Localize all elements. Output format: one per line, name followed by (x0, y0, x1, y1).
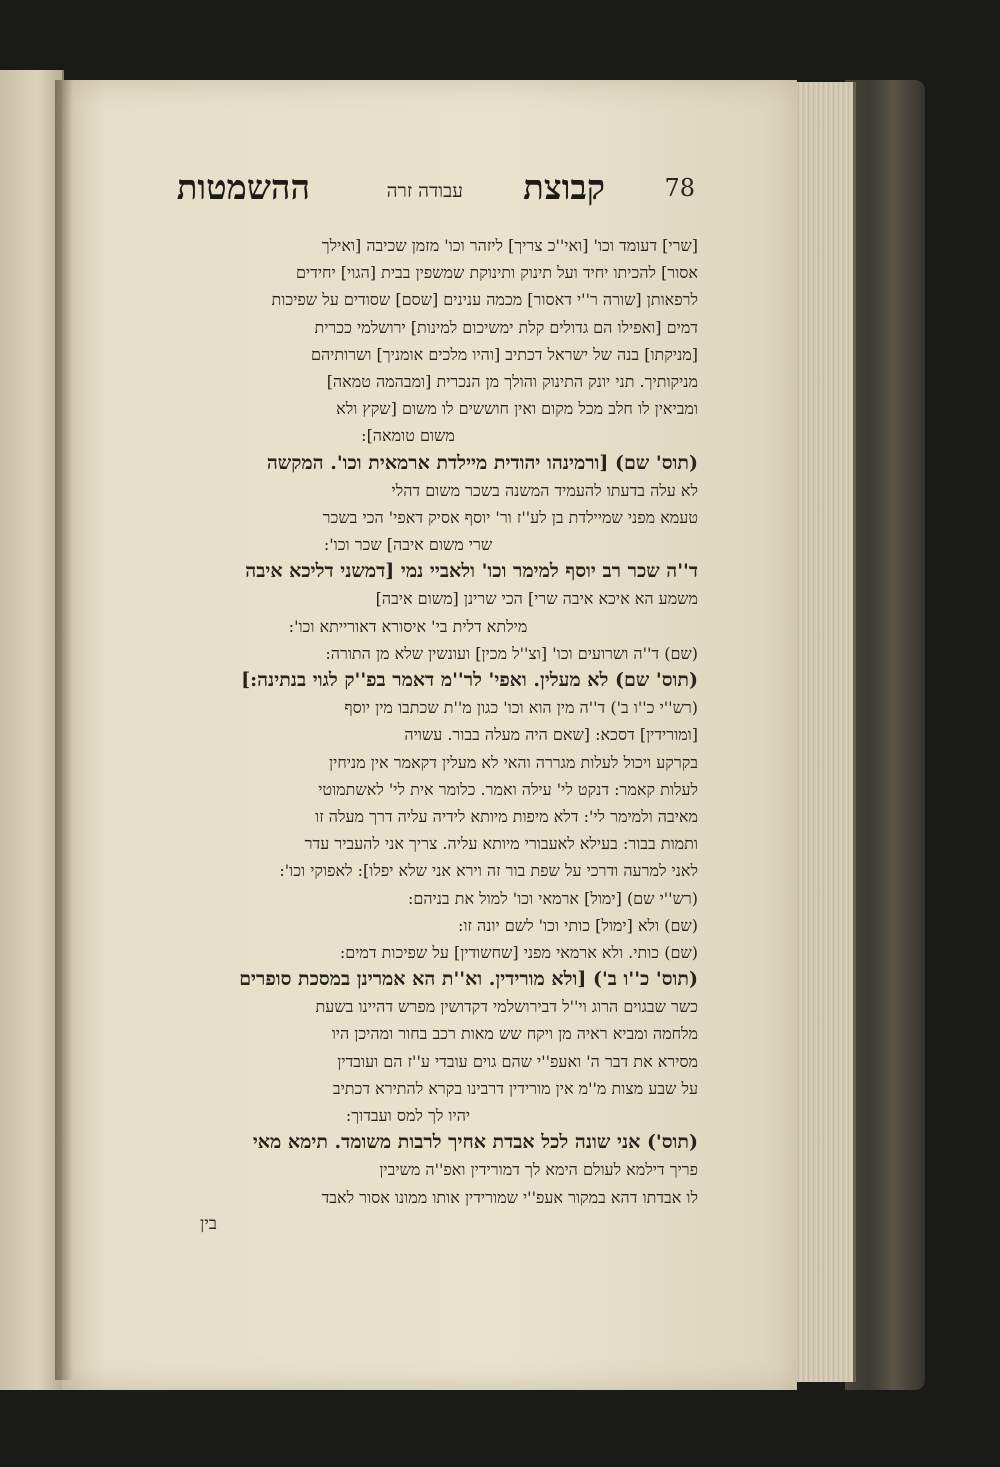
text-line: [מניקתו] בנה של ישראל דכתיב [והיו מלכים אומניך] ושרותיהם (310, 344, 698, 364)
header-title-left: קבוצת (523, 168, 605, 208)
page-number: 78 (664, 174, 695, 202)
text-line: לא עלה בדעתו להעמיד המשנה בשכר משום דהלי (391, 480, 698, 500)
page-stack-edges (795, 82, 856, 1382)
page-header (175, 168, 695, 224)
text-line: (רש''י שם) [ימול] ארמאי וכו' למול את בניהם: (407, 888, 698, 908)
text-line: (תוס') אני שונה לכל אבדת אחיך לרבות משומד. תימא מאי (252, 1131, 698, 1154)
text-line: משום טומאה]: (361, 426, 455, 446)
text-line: מניקותיך. תני יונק התינוק והולך מן הנכרית [ומבהמה טמאה] (326, 371, 698, 391)
text-line: אסור] להכיתו יחיד ועל תינוק ותינוקת שמשפין בבית [הגוי] יחידים (295, 263, 698, 283)
text-line: ותמות בבור: בעילא לאעבורי מיותא עליה. צריך אני להעביר עדר (304, 834, 698, 854)
text-line: (רש''י כ''ו ב') ד''ה מין הוא וכו' כגון מ''ת שכתבו מין יוסף (344, 698, 698, 718)
text-line: על שבע מצות מ''מ אין מורידין דרבינו בקרא להתירא דכתיב (332, 1078, 698, 1098)
text-line: כשר שבגוים הרוג וי''ל דבירושלמי דקדושין מפרש דהיינו בשעת (315, 997, 698, 1017)
text-line: דמים [ואפילו הם גדולים קלת ימשיכום למינות] ירושלמי ככרית (314, 317, 698, 337)
text-line: טעמא מפני שמיילדת בן לע''ז ור' יוסף אסיק דאפי' הכי בשכר (322, 507, 698, 527)
text-line: משמע הא איכא איבה שרי] הכי שרינן [משום איבה] (375, 589, 698, 609)
text-line: (שם) כותי. ולא ארמאי מפני [שחשודין] על שפיכות דמים: (339, 942, 698, 962)
header-title-right: ההשמטות (176, 168, 310, 208)
text-line: (תוס' שם) לא מעלין. ואפי' לר''מ דאמר בפ''ק לגוי בנתינה:] (241, 669, 698, 691)
text-line: (שם) ד''ה ושרועים וכו' [וצ''ל מכין] ועונשין שלא מן התורה: (325, 643, 698, 663)
text-line: לו אבדתו דהא במקור אעפ''י שמורידין אותו ממונו אסור לאבד (321, 1187, 698, 1207)
text-line: ומביאין לו חלב מכל מקום ואין חוששים לו משום [שקץ ולא (336, 399, 698, 419)
text-line: שרי משום איבה] שכר וכו': (323, 535, 493, 555)
text-line: [ומורידין] דסכא: [שאם היה מעלה בבור. עשויה (404, 725, 698, 745)
book-cover (845, 80, 925, 1390)
text-line: פריך דילמא לעולם הימא לך דמורידין ואפ''ה משיבין (379, 1160, 698, 1180)
text-line: מאיבה ולמימר לי': דלא מיפות מיותא לידיה עליה דרך מעלה זו (315, 806, 698, 826)
spine-shadow (55, 80, 73, 1380)
text-line: לעלות קאמר: דנקט לי' עילה ואמר. כלומר אית לי' לאשתמוטי (318, 779, 698, 799)
text-line: לאני למרעה ודרכי על שפת בור זה וירא אני שלא יפלו]: לאפוקי וכו': (279, 861, 698, 881)
text-line: (תוס' כ''ו ב') [ולא מורידין. וא''ת הא אמרינן במסכת סופרים (239, 968, 698, 991)
text-line: בקרקע ויכול לעלות מגררה והאי לא מעלין דקאמר אין מניחין (329, 752, 698, 772)
text-line: יהיו לך למס ועבדוך: (345, 1106, 471, 1125)
text-line: מסירא את דבר ה' ואעפ''י שהם גוים עובדי ע''ז הם ועובדין (337, 1051, 698, 1071)
text-block (118, 232, 698, 1211)
header-subtitle: עבודה זרה (386, 180, 463, 202)
text-line: מילתא דלית בי' איסורא דאורייתא וכו': (288, 616, 528, 636)
text-line: ד''ה שכר רב יוסף למימר וכו' ולאביי נמי [דמשני דליכא איבה (245, 560, 698, 583)
text-line: (שם) ולא [ימול] כותי וכו' לשם יונה זו: (457, 915, 698, 935)
text-line: (תוס' שם) [ורמינהו יהודית מיילדת ארמאית וכו'. המקשה (266, 451, 698, 474)
text-line: מלחמה ומביא ראיה מן ויקח שש מאות רכב בחור ומהיכן היו (331, 1024, 698, 1044)
catchword: בין (200, 1214, 217, 1234)
text-line: לרפאותן [שורה ר''י דאסור] מכמה ענינים [שסם] שסודים על שפיכות (271, 290, 698, 310)
text-line: [שרי] דעומד וכו' [ואי''כ צריך] ליזהר וכו' מזמן שכיבה [ואילך (321, 236, 698, 255)
